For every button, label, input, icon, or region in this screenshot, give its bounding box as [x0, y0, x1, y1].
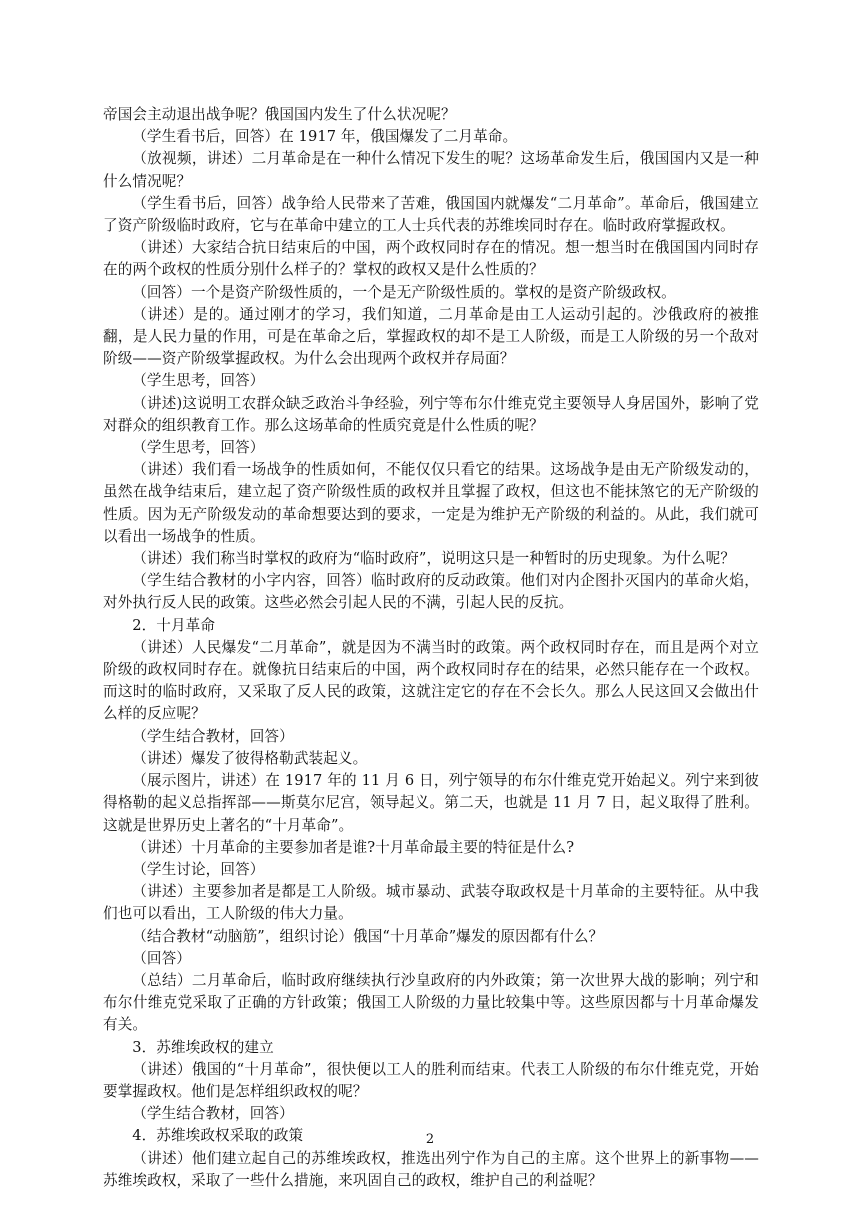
paragraph: 3．苏维埃政权的建立: [132, 1038, 274, 1056]
paragraph: （讲述）大家结合抗日结束后的中国，两个政权同时存在的情况。想一想当时在俄国国内同时存在的两个政权的性质分别什么样子的？掌权的政权又是什么性质的？: [103, 239, 759, 279]
paragraph: （学生看书后，回答）战争给人民带来了苦难，俄国国内就爆发“二月革命”。革命后，俄国建立了资产阶级临时政府，它与在革命中建立的工人士兵代表的苏维埃同时存在。临时政府掌握政权。: [103, 194, 759, 235]
paragraph: （讲述）我们称当时掌权的政府为“临时政府”，说明这只是一种暂时的历史现象。为什么呢？: [132, 550, 736, 568]
paragraph: （学生讨论，回答）: [132, 860, 265, 878]
paragraph: （讲述）十月革命的主要参加者是谁?十月革命最主要的特征是什么?: [132, 838, 575, 856]
paragraph: （结合教材“动脑筋”，组织讨论）俄国“十月革命”爆发的原因都有什么？: [132, 927, 604, 945]
paragraph: 4．苏维埃政权采取的政策: [132, 1127, 304, 1145]
paragraph: （总结）二月革命后，临时政府继续执行沙皇政府的内外政策；第一次世界大战的影响；列宁和布尔什维克党采取了正确的方针政策；俄国工人阶级的力量比较集中等。这些原因都与十月革命爆发有关。: [103, 971, 759, 1034]
paragraph: 2．十月革命: [132, 616, 216, 634]
paragraph: （学生结合教材的小字内容，回答）临时政府的反动政策。他们对内企图扑灭国内的革命火焰，对外执行反人民的政策。这些必然会引起人民的不满，引起人民的反抗。: [103, 572, 759, 612]
paragraph: （讲述）爆发了彼得格勒武装起义。: [132, 749, 368, 767]
paragraph: （放视频，讲述）二月革命是在一种什么情况下发生的呢？这场革命发生后，俄国国内又是一种什么情况呢？: [103, 150, 759, 190]
paragraph: （回答）一个是资产阶级性质的，一个是无产阶级性质的。掌权的是资产阶级政权。: [132, 283, 676, 301]
paragraph: （学生思考，回答）: [132, 372, 265, 390]
paragraph: （学生看书后，回答）在 1917 年，俄国爆发了二月革命。: [132, 128, 518, 146]
paragraph: 帝国会主动退出战争呢？俄国国内发生了什么状况呢？: [103, 106, 456, 123]
paragraph: （学生结合教材，回答）: [132, 1105, 294, 1123]
paragraph: （学生思考，回答）: [132, 439, 265, 457]
paragraph: （讲述)这说明工农群众缺乏政治斗争经验，列宁等布尔什维克党主要领导人身居国外，影响了党对群众的组织教育工作。那么这场革命的性质究竟是什么性质的呢？: [103, 394, 759, 434]
paragraph: （讲述）他们建立起自己的苏维埃政权，推选出列宁作为自己的主席。这个世界上的新事物——苏维埃政权，采取了一些什么措施，来巩固自己的政权，维护自己的利益呢？: [103, 1149, 759, 1189]
paragraph: （讲述）俄国的“十月革命”，很快便以工人的胜利而结束。代表工人阶级的布尔什维克党，开始要掌握政权。他们是怎样组织政权的呢？: [103, 1060, 759, 1100]
paragraph: （学生结合教材，回答）: [132, 727, 294, 745]
paragraph: （回答）: [132, 949, 191, 967]
page-number: 2: [425, 1132, 435, 1147]
document-body: [103, 104, 759, 1192]
paragraph: （讲述）是的。通过刚才的学习，我们知道，二月革命是由工人运动引起的。沙俄政府的被推翻，是人民力量的作用，可是在革命之后，掌握政权的却不是工人阶级，而是工人阶级的另一个敌对阶级——资产阶级掌握政权。为什么会出现两个政权并存局面？: [103, 305, 759, 368]
paragraph: （讲述）主要参加者是都是工人阶级。城市暴动、武装夺取政权是十月革命的主要特征。从中我们也可以看出，工人阶级的伟大力量。: [103, 883, 759, 923]
paragraph: （讲述）人民爆发“二月革命”，就是因为不满当时的政策。两个政权同时存在，而且是两个对立阶级的政权同时存在。就像抗日结束后的中国，两个政权同时存在的结果，必然只能存在一个政权。而这时的临时政府，又采取了反人民的政策，这就注定它的存在不会长久。那么人民这回又会做出什么样的反应呢？: [103, 638, 759, 723]
paragraph: （展示图片，讲述）在 1917 年的 11 月 6 日，列宁领导的布尔什维克党开始起义。列宁来到彼得格勒的起义总指挥部——斯莫尔尼宫，领导起义。第二天，也就是 11 月 7 日，起义取得了胜利。这就是世界历史上著名的“十月革命”。: [103, 772, 759, 834]
paragraph: （讲述）我们看一场战争的性质如何，不能仅仅只看它的结果。这场战争是由无产阶级发动的，虽然在战争结束后，建立起了资产阶级性质的政权并且掌握了政权，但这也不能抹煞它的无产阶级的性质。因为无产阶级发动的革命想要达到的要求，一定是为维护无产阶级的利益的。从此，我们就可以看出一场战争的性质。: [103, 461, 759, 545]
